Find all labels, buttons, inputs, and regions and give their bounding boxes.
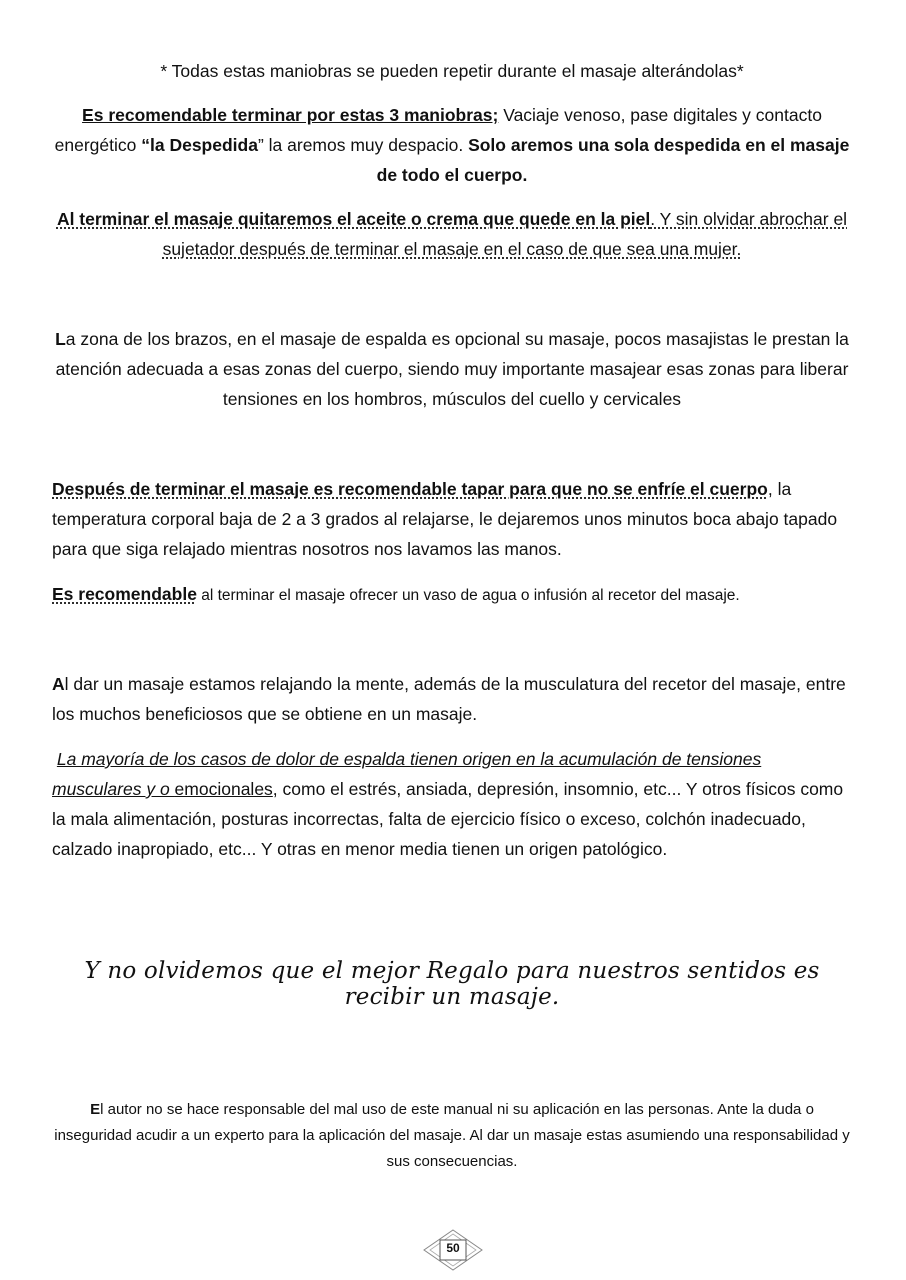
water-bold: Es recomendable: [52, 584, 197, 604]
mind-text: l dar un masaje estamos relajando la mente, además de la musculatura del recetor del masaje, entre los muchos beneficiosos que se obtiene en un masaje.: [52, 674, 846, 724]
paragraph-water: [52, 579, 852, 611]
water-text: al terminar el masaje ofrecer un vaso de agua o infusión al recetor del masaje.: [196, 587, 740, 604]
mind-initial: A: [52, 674, 65, 694]
cover-text: , la temperatura corporal baja de 2 a 3 grados al relajarse, le dejaremos unos minutos boca abajo tapado para que siga relajado mientras nosotros nos lavamos las manos.: [52, 479, 838, 559]
page-number: 50: [446, 1241, 460, 1255]
arms-text: a zona de los brazos, en el masaje de espalda es opcional su masaje, pocos masajistas le prestan la atención adecuada a esas zonas del cuerpo, siendo muy importante masajear esas zonas para liberar tensiones en los hombros, músculos del cuello y cervicales: [55, 329, 849, 409]
arms-initial: L: [55, 329, 66, 349]
paragraph-pain: [52, 744, 852, 864]
disclaimer-text: l autor no se hace responsable del mal uso de este manual ni su aplicación en las personas. Ante la duda o inseguridad acudir a un experto para la aplicación del masaje. Al dar un masaje estas asumiendo una responsabilidad y sus consecuencias.: [54, 1101, 850, 1170]
cover-bold: Después de terminar el masaje es recomendable tapar para que no se enfríe el cuerpo: [52, 479, 768, 499]
page-number-badge: [423, 1229, 483, 1271]
remove-oil-bold: Al terminar el masaje quitaremos el aceite o crema que quede en la piel: [56, 209, 651, 229]
disclaimer: [52, 1097, 852, 1175]
recommend-finish-text-1: Vaciaje venoso, pase digitales y contacto energético: [54, 105, 822, 155]
intro-note: * Todas estas maniobras se pueden repetir durante el masaje alterándolas*: [160, 61, 744, 81]
closing-line: Y no olvidemos que el mejor Regalo para nuestros sentidos es recibir un masaje.: [84, 958, 820, 1010]
paragraph-cover: [52, 474, 860, 564]
paragraph-mind: [52, 669, 852, 729]
pain-italic: La mayoría de los casos de dolor de espalda tienen origen en la acumulación de tensiones musculares y o: [52, 749, 762, 799]
remove-oil-rest: . Y sin olvidar abrochar el sujetador después de terminar el masaje en el caso de que sea una mujer.: [162, 209, 848, 259]
pain-text: , como el estrés, ansiada, depresión, insomnio, etc... Y otros físicos como la mala alimentación, posturas incorrectas, falta de ejercicio físico o exceso, colchón inadecuado, calzado inapropiado, etc... Y otras en menor media tienen un origen patológico.: [52, 779, 844, 859]
recommend-finish-text-2: ” la aremos muy despacio.: [257, 135, 469, 155]
pain-underlined: emocionales: [174, 779, 273, 799]
paragraph-arms: [52, 324, 852, 414]
disclaimer-initial: E: [90, 1101, 101, 1118]
paragraph-remove-oil: [52, 204, 852, 264]
paragraph-recommend-finish: [52, 100, 852, 190]
recommend-finish-heading: Es recomendable terminar por estas 3 maniobras;: [82, 105, 499, 125]
recommend-finish-bold-end: Solo aremos una sola despedida en el masaje de todo el cuerpo.: [376, 135, 850, 185]
despedida-label: “la Despedida: [141, 135, 258, 155]
